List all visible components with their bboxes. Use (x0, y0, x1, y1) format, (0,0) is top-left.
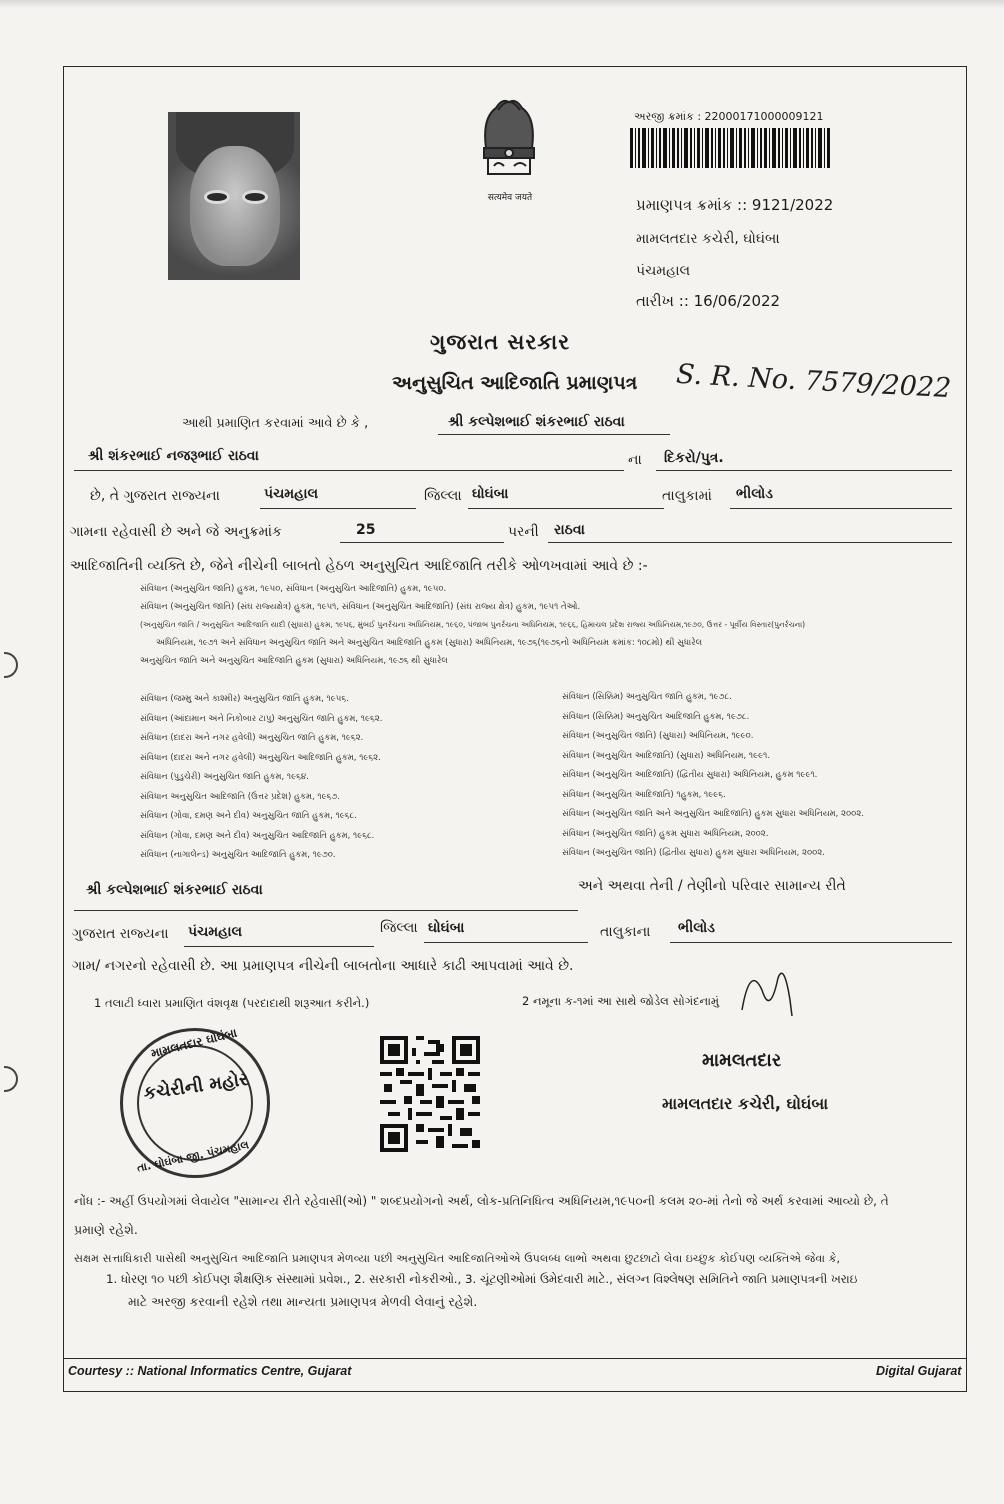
applicant-photo (168, 112, 300, 280)
underline (74, 910, 578, 911)
footer-courtesy: Courtesy :: National Informatics Centre, Gujarat (68, 1364, 352, 1378)
village-value: ભીલોડ (736, 486, 773, 502)
law-item: સંવિધાન (પુડુચેરી) અનુસુચિત જાતિ હુકમ, ૧૯૬૪. (140, 772, 309, 782)
resident-text: ગામના રહેવાસી છે અને જે અનુક્રમાંક (70, 524, 282, 540)
application-number: અરજી ક્રમાંક : 22000171000009121 (634, 110, 824, 123)
tribe-value: રાઠવા (554, 522, 585, 538)
seal-center-text: કચેરીની મહોર (142, 1068, 250, 1105)
para-label: પરની (508, 524, 539, 540)
law-item: સંવિધાન (અનુસુચિત જાતિ) (સુધારા) અધિનિયમ, ૧૯૯૦. (562, 731, 754, 741)
punch-hole (4, 1066, 18, 1092)
law-item: સંવિધાન (અનુસુચિત આદિજાતિ) (સુધારા) અધિનિયમ, ૧૯૯૧. (562, 750, 771, 761)
district-value: પંચમહાલ (264, 486, 319, 502)
punch-hole (4, 652, 18, 678)
na-label: ના (628, 452, 642, 468)
header-district: પંચમહાલ (636, 263, 691, 279)
district-label-2: જિલ્લા (380, 920, 418, 936)
law-item: સંવિધાન (જમ્મુ અને કાશ્મીર) અનુસુચિત જાતિ હુકમ, ૧૯૫૬. (140, 694, 349, 704)
seal-top-text: મામલતદાર ઘોઘંબા (149, 1025, 239, 1061)
law-item: સંવિધાન (સિક્કિમ) અનુસુચિત આદિજાતિ હુકમ, ૧૯૭૮. (562, 711, 750, 722)
handwritten-sr-number: S. R. No. 7579/2022 (675, 358, 952, 405)
law-item: સંવિધાન (નાગાલેન્ડ) અનુસુચિત આદિજાતિ હુકમ, ૧૯૭૦. (140, 850, 336, 860)
underline (260, 508, 416, 509)
law-item: સંવિધાન (દાદરા અને નગર હવેલી) અનુસુચિત જાતિ હુકમ, ૧૯૬૨. (140, 733, 364, 743)
taluka-label: તાલુકામાં (662, 488, 712, 504)
taluka-label-2: તાલુકાના (600, 924, 651, 940)
law-item: સંવિધાન (અનુસુચિત આદિજાતિ) (દ્વિતીય સુધારા) અધિનિયમ, હુકમ ૧૯૯૧. (562, 770, 818, 780)
law-item: સંવિધાન (અનુસુચિત જાતિ) હુકમ, ૧૯૫૦, સંવિધાન (અનુસુચિત આદિજાતિ) હુકમ, ૧૯૫૦. (140, 584, 447, 594)
family-text: અને અથવા તેની / તેણીનો પરિવાર સામાન્ય રીતે (578, 878, 846, 894)
basis-2: 2 નમૂના ક-૧માં આ સાથે જોડેલ સોગંદનામું (522, 994, 720, 1008)
issuing-office: મામલતદાર કચેરી, ઘોઘંબા (636, 231, 780, 247)
law-item: સંવિધાન (સિક્કિમ) અનુસુચિત જાતિ હુકમ, ૧૯૭૮. (562, 692, 732, 702)
underline (438, 434, 670, 435)
law-item: સંવિધાન (અનુસુચિત જાતિ) (દ્વિતીય સુધારા) હુકમ સુધારા અધિનિયમ, ૨૦૦૨. (562, 848, 825, 858)
village-value-2: ભીલોડ (678, 920, 715, 936)
law-item: સંવિધાન (અનુસુચિત આદિજાતિ) ૧હુકમ, ૧૯૯૬. (562, 789, 726, 800)
applicant-name: શ્રી કલ્પેશભાઈ શંકરભાઈ રાઠવા (448, 414, 625, 430)
seal-bottom-text: તા. ઘોઘંબા જી. પંચમહાલ (135, 1138, 251, 1175)
law-item: સંવિધાન (ગોવા, દમણ અને દીવ) અનુસુચિત જાતિ હુકમ, ૧૯૬૮. (140, 811, 357, 821)
state-text: છે, તે ગુજરાત રાજ્યના (90, 488, 220, 504)
underline (424, 942, 588, 943)
underline (670, 942, 952, 943)
taluka-value: ઘોઘંબા (472, 486, 509, 502)
signatory-title: મામલતદાર (702, 1050, 782, 1071)
law-item: અધિનિયમ, ૧૯૭૧ અને સંવિધાન અનુસુચિત જાતિ અને અનુસુચિત આદિજાતિ હુકમ (સુધારા) અધિનિયમ, ૧૯૭૬(૧૯૭૬નો અધિનિયમ ક્રમાંક: ૧૦૮મો) થી સુધારેલ (156, 638, 703, 648)
underline (74, 470, 624, 471)
law-item: સંવિધાન (અનુસુચિત જાતિ) (સંઘ રાજ્યક્ષેત્ર) હુકમ, ૧૯૫૧, સંવિધાન (અનુસુચિત આદિજાતિ) (સંઘ રાજ્ય ક્ષેત્ર) હુકમ, ૧૯૫૧ તેઓ. (140, 602, 581, 612)
issue-date: તારીખ :: 16/06/2022 (636, 292, 781, 310)
underline (656, 470, 952, 471)
note-paragraph: 1. ધોરણ ૧૦ પછી કોઈપણ શૈક્ષણિક સંસ્થામાં પ્રવેશ., 2. સરકારી નોકરીઓ., 3. ચૂંટણીઓમાં ઉમેદવારી માટે., સંલગ્ન વિશ્લેષણ સમિતિને જાતિ પ્રમાણપત્રની ખરાઇ (106, 1272, 858, 1286)
footer-brand: Digital Gujarat (876, 1364, 962, 1378)
underline (468, 508, 664, 509)
law-item: સંવિધાન અનુસુચિત આદિજાતિ (ઉત્તર પ્રદેશ) હુકમ, ૧૯૬૭. (140, 791, 341, 802)
laws-right-column (562, 688, 864, 864)
underline (184, 946, 374, 947)
laws-left-column (140, 690, 382, 866)
govt-title: ગુજરાત સરકાર (430, 330, 571, 354)
underline (548, 542, 952, 543)
basis-1: 1 તલાટી ધ્વારા પ્રમાણિત વંશવૃક્ષ (પરદાદાથી શરૂઆત કરીને.) (94, 996, 370, 1010)
note-paragraph: માટે અરજી કરવાની રહેશે તથા માન્યતા પ્રમાણપત્ર મેળવી લેવાનું રહેશે. (128, 1294, 478, 1309)
note-line: નોંધ :- અહીં ઉપયોગમાં લેવાયેલ "સામાન્ય રીતે રહેવાસી(ઓ) " શબ્દપ્રયોગનો અર્થ, લોક-પ્રતિનિધિત્વ અધિનિયમ,૧૯૫૦ની કલમ ૨૦-માં તેનો જે અર્થ કરવામાં આવ્યો છે, તે (74, 1194, 889, 1208)
signatory-office: મામલતદાર કચેરી, ઘોઘંબા (662, 1094, 829, 1113)
underline (730, 508, 952, 509)
law-item: સંવિધાન (અનુસુચિત જાતિ અને અનુસુચિત આદિજાતિ) હુકમ સુધારા અધિનિયમ, ૨૦૦૨. (562, 809, 864, 819)
barcode-icon (630, 128, 830, 168)
law-item: અનુસુચિત જાતિ અને અનુસુચિત આદિજાતિ હુકમ (સુધારા) અધિનિયમ, ૧૯૭૬ થી સુધારેલ (140, 656, 448, 666)
taluka-value-2: ઘોઘંબા (428, 920, 465, 936)
district-value-2: પંચમહાલ (188, 924, 243, 940)
certify-text: આથી પ્રમાણિત કરવામાં આવે છે કે , (182, 416, 369, 431)
emblem-motto: सत्यमेव जयते (487, 193, 533, 203)
applicant-name-2: શ્રી કલ્પેશભાઈ શંકરભાઈ રાઠવા (86, 882, 263, 898)
law-item: સંવિધાન (દાદરા અને નગર હવેલી) અનુસુચિત આદિજાતિ હુકમ, ૧૯૬૨. (140, 752, 381, 763)
relation: દિકરો/પુત્ર. (664, 450, 724, 466)
resident-text-2: ગામ/ નગરનો રહેવાસી છે. આ પ્રમાણપત્ર નીચેની બાબતોના આધારે કાઢી આપવામાં આવે છે. (72, 958, 574, 974)
father-name: શ્રી શંકરભાઈ નજરૂભાઈ રાઠવા (88, 448, 259, 464)
footer-divider (63, 1358, 967, 1359)
scan-edge (0, 0, 1004, 8)
national-emblem-icon (468, 88, 550, 188)
law-item: સંવિધાન (ગોવા, દમણ અને દીવ) અનુસુચિત આદિજાતિ હુકમ, ૧૯૬૮. (140, 830, 375, 841)
law-item: સંવિધાન (આંદામાન અને નિકોબાર ટાપુ) અનુસુચિત જાતિ હુકમ, ૧૯૬૨. (140, 713, 383, 724)
signature (732, 960, 802, 1020)
tribe-text: આદિજાતિની વ્યક્તિ છે, જેને નીચેની બાબતો હેઠળ અનુસુચિત આદિજાતિ તરીકે ઓળખવામાં આવે છે :- (70, 558, 648, 574)
law-item: સંવિધાન (અનુસુચિત જાતિ) હુકમ સુધારા અધિનિયમ, ૨૦૦૨. (562, 828, 769, 839)
underline (340, 542, 504, 543)
state-text-2: ગુજરાત રાજ્યના (72, 926, 169, 942)
serial-number: 25 (356, 522, 376, 538)
note-line: પ્રમાણે રહેશે. (74, 1222, 138, 1237)
note-paragraph: સક્ષમ સત્તાધિકારી પાસેથી અનુસુચિત આદિજાતિ પ્રમાણપત્ર મેળવ્યા પછી અનુસુચિત આદિજાતિઓએ ઉપલબ્ધ લાભો અથવા છુટછાટો લેવા ઇચ્છુક કોઈપણ વ્યક્તિએ જેવા કે, (74, 1252, 841, 1265)
law-item: (અનુસુચિત જાતિ / અનુસુચિત આદિજાતિ યાદી (સુધારા) હુકમ, ૧૯૫૬, મુંબઈ પુનર્રચના અધિનિયમ, ૧૯૬૦, પંજાબ પુનર્રચના અધિનિયમ, ૧૯૬૬, હિમાચલ પ્રદેશ રાજ્ય અધિનિયમ,૧૯૭૦, ઉત્તર - પૂર્વીય વિસ્તાર(પુનર્રચના) (140, 620, 806, 629)
district-label: જિલ્લા (424, 488, 462, 504)
certificate-title: અનુસુચિત આદિજાતિ પ્રમાણપત્ર (392, 372, 638, 394)
certificate-number: પ્રમાણપત્ર ક્રમાંક :: 9121/2022 (636, 196, 834, 214)
qr-code-icon (380, 1036, 480, 1152)
